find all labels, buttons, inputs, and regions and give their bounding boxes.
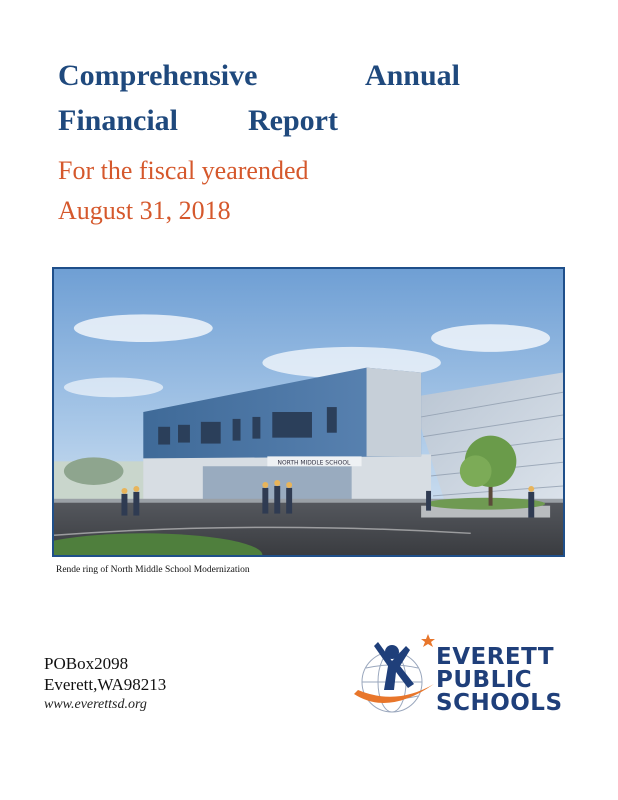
address-block — [44, 653, 166, 715]
title-word-comprehensive: Comprehensive — [58, 59, 258, 92]
logo-wordmark — [436, 646, 563, 715]
website-link[interactable]: www.everettsd.org — [44, 697, 147, 712]
report-title-line-1 — [58, 58, 460, 94]
po-box: POBox2098 — [44, 654, 129, 673]
image-caption: Rende ring of North Middle School Modernization — [56, 565, 250, 575]
city-state-zip: Everett,WA98213 — [44, 675, 167, 694]
report-title-line-2 — [58, 103, 338, 139]
school-sign-text: NORTH MIDDLE SCHOOL — [277, 459, 351, 467]
logo-text-schools: SCHOOLS — [436, 690, 563, 716]
title-word-report: Report — [248, 104, 338, 137]
title-word-financial: Financial — [58, 104, 179, 137]
everett-public-schools-logo — [348, 628, 570, 724]
logo-mark-icon — [348, 628, 438, 724]
school-rendering-illustration — [54, 269, 563, 555]
logo-text-public: PUBLIC — [436, 667, 533, 693]
fiscal-year-line: For the fiscal yearended — [58, 156, 309, 185]
cover-image-school-rendering — [52, 267, 565, 557]
title-word-annual: Annual — [364, 59, 460, 92]
fiscal-year-date: August 31, 2018 — [58, 196, 231, 225]
logo-text-everett: EVERETT — [436, 644, 555, 670]
